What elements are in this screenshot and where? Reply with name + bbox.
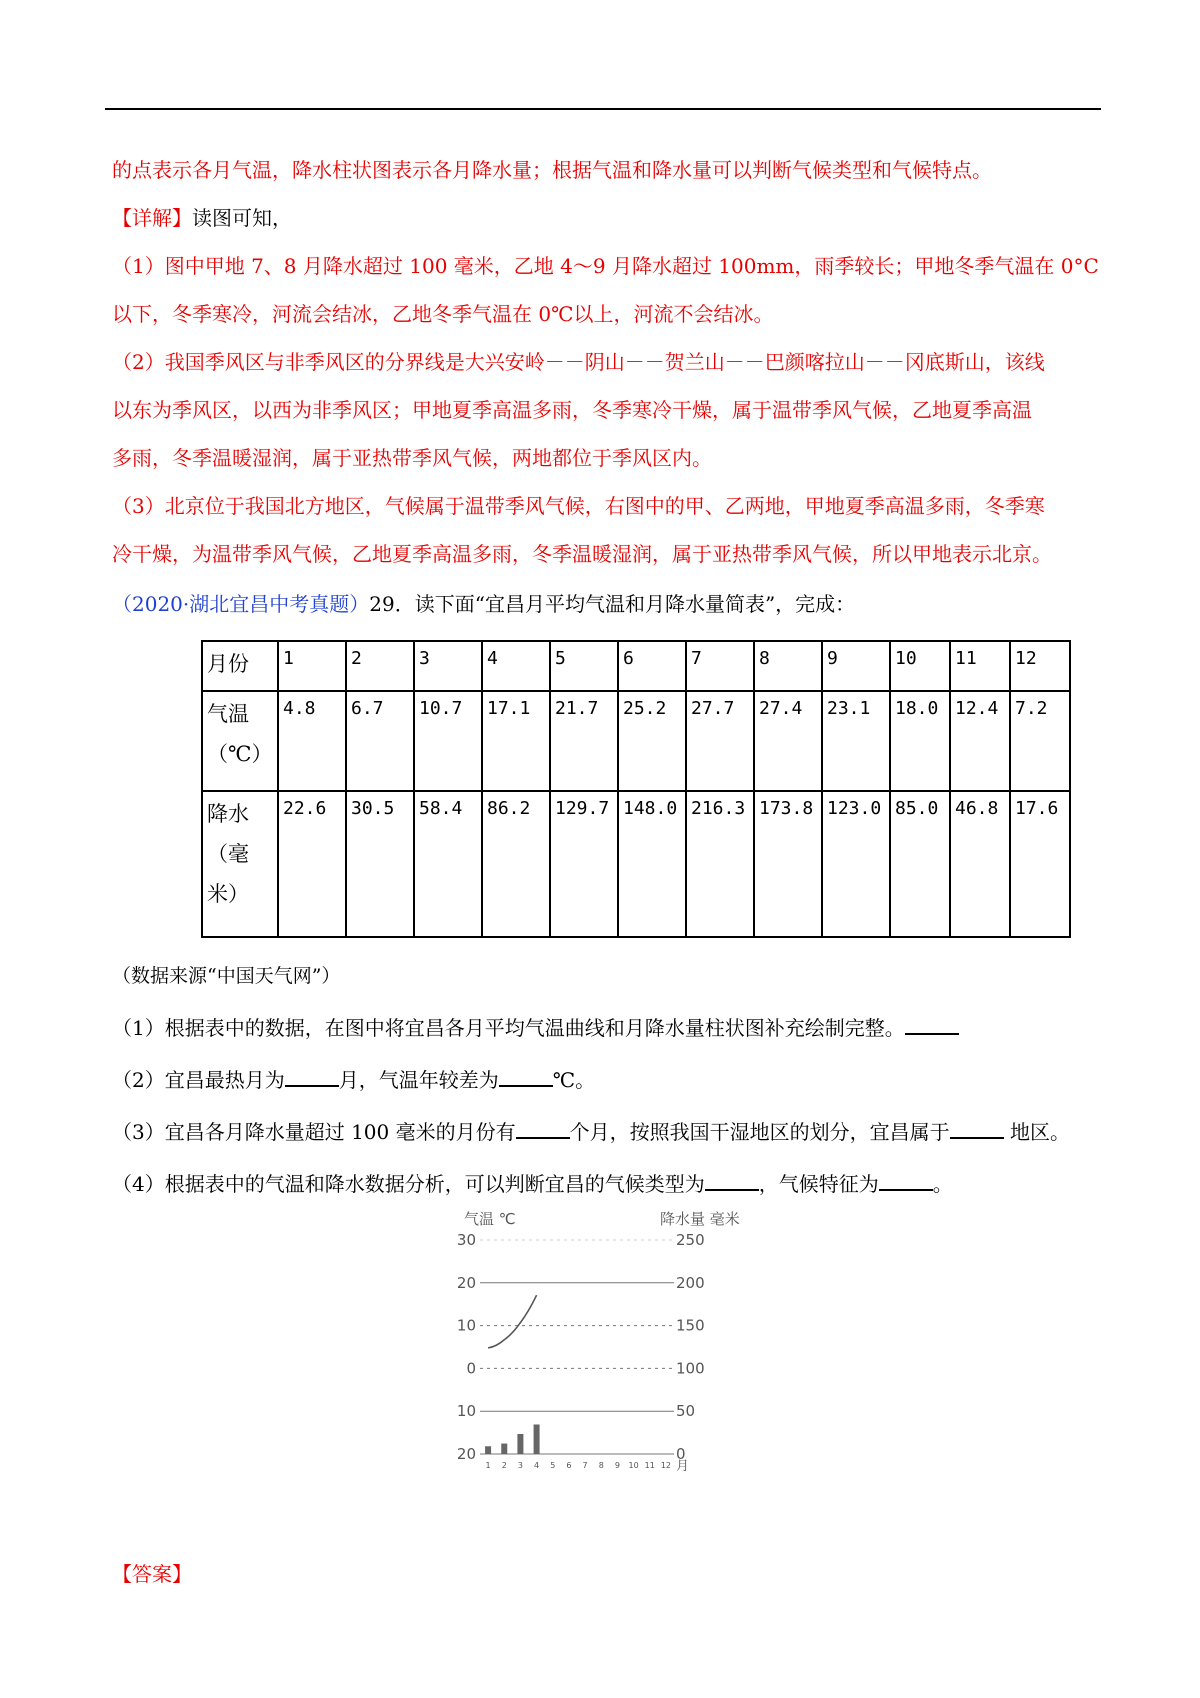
x-tick-label: 8: [598, 1461, 604, 1470]
climate-table: [201, 640, 1071, 938]
table-cell-temperature: 27.4: [754, 691, 822, 791]
q4-text-a: （4）根据表中的气温和降水数据分析，可以判断宜昌的气候类型为: [112, 1172, 705, 1196]
precipitation-bar: [485, 1446, 491, 1454]
data-source: （数据来源“中国天气网”）: [112, 965, 341, 987]
table-cell-temperature: 27.7: [686, 691, 754, 791]
x-axis-label: 月: [676, 1459, 690, 1474]
x-tick-label: 11: [644, 1461, 655, 1470]
table-row-months: [202, 641, 1070, 691]
table-row-temperature: [202, 691, 1070, 791]
question-text: 29．读下面“宜昌月平均气温和月降水量简表”，完成：: [369, 592, 856, 616]
table-cell-month: 3: [414, 641, 482, 691]
table-cell-precipitation: 86.2: [482, 791, 550, 937]
q3-text-c: 地区。: [1003, 1120, 1070, 1144]
x-tick-labels: [486, 1461, 671, 1470]
precipitation-bar: [534, 1424, 540, 1454]
precipitation-bar: [517, 1434, 523, 1454]
left-tick-label: 30: [456, 1231, 476, 1249]
left-tick-label: 20: [456, 1445, 476, 1463]
table-cell-temperature: 10.7: [414, 691, 482, 791]
x-tick-label: 9: [614, 1461, 620, 1470]
question-item-2: [112, 1066, 595, 1094]
table-cell-temperature: 4.8: [278, 691, 346, 791]
table-cell-month: 12: [1010, 641, 1070, 691]
q2-text-b: 月，气温年较差为: [338, 1068, 499, 1092]
answer-blank[interactable]: [285, 1067, 339, 1087]
table-cell-precipitation: 173.8: [754, 791, 822, 937]
table-cell-precipitation: 216.3: [686, 791, 754, 937]
temp-header-line2: （℃）: [207, 742, 273, 766]
q3-text-b: 个月，按照我国干湿地区的划分，宜昌属于: [569, 1120, 950, 1144]
detail-lead: 读图可知，: [192, 206, 292, 230]
answer-blank[interactable]: [950, 1119, 1004, 1139]
q2-text-c: ℃。: [552, 1068, 596, 1092]
table-cell-precipitation: 30.5: [346, 791, 414, 937]
question-item-1: [112, 1014, 959, 1042]
precip-header-line1: 降水: [207, 802, 249, 826]
x-tick-label: 2: [501, 1461, 507, 1470]
table-cell-precipitation: 123.0: [822, 791, 890, 937]
right-axis-label: 降水量 毫米: [660, 1210, 740, 1228]
right-tick-label: 250: [676, 1231, 705, 1249]
detail-p2-line1: （2）我国季风区与非季风区的分界线是大兴安岭－－阴山－－贺兰山－－巴颜喀拉山－－冈底斯山，该线: [112, 350, 1045, 374]
table-cell-temperature: 23.1: [822, 691, 890, 791]
table-cell-month: 5: [550, 641, 618, 691]
answer-blank[interactable]: [705, 1171, 759, 1191]
answer-blank[interactable]: [905, 1015, 959, 1035]
table-cell-month: 6: [618, 641, 686, 691]
table-cell-precipitation: 17.6: [1010, 791, 1070, 937]
table-cell-month: 9: [822, 641, 890, 691]
q3-text-a: （3）宜昌各月降水量超过 100 毫米的月份有: [112, 1120, 516, 1144]
table-cell-month: 10: [890, 641, 950, 691]
table-cell-precipitation: 46.8: [950, 791, 1010, 937]
table-cell-precipitation: 85.0: [890, 791, 950, 937]
detail-label: 【详解】: [112, 206, 192, 230]
answer-blank[interactable]: [499, 1067, 553, 1087]
right-tick-labels: [676, 1231, 705, 1463]
table-row-precipitation: [202, 791, 1070, 937]
table-cell-temperature: 18.0: [890, 691, 950, 791]
q4-text-b: ，气候特征为: [758, 1172, 879, 1196]
x-tick-label: 4: [534, 1461, 540, 1470]
detail-p3-line2: 冷干燥，为温带季风气候，乙地夏季高温多雨，冬季温暖湿润，属于亚热带季风气候，所以甲地表示北京。: [112, 542, 1052, 566]
answer-blank[interactable]: [879, 1171, 933, 1191]
table-cell-temperature: 12.4: [950, 691, 1010, 791]
grid-lines: [480, 1240, 674, 1454]
left-tick-label: 10: [456, 1316, 476, 1335]
left-tick-label: 20: [456, 1273, 476, 1292]
table-cell-temperature: 7.2: [1010, 691, 1070, 791]
x-tick-label: 7: [582, 1461, 588, 1470]
table-cell-month: 2: [346, 641, 414, 691]
right-tick-label: 50: [676, 1402, 696, 1421]
temperature-curve: [488, 1295, 536, 1348]
precip-header-line3: 米）: [207, 882, 249, 906]
left-axis-label: 气温 ℃: [464, 1210, 516, 1228]
detail-p1-line1: （1）图中甲地 7、8 月降水超过 100 毫米，乙地 4～9 月降水超过 100mm，雨季较长；甲地冬季气温在 0°C: [112, 254, 1099, 278]
table-cell-temperature: 17.1: [482, 691, 550, 791]
table-cell-precipitation: 22.6: [278, 791, 346, 937]
answer-blank[interactable]: [516, 1119, 570, 1139]
x-tick-label: 3: [517, 1461, 523, 1470]
answer-label: 【答案】: [112, 1562, 192, 1586]
detail-p3-line1: （3）北京位于我国北方地区，气候属于温带季风气候，右图中的甲、乙两地，甲地夏季高温多雨，冬季寒: [112, 494, 1045, 518]
question-line: [112, 590, 855, 618]
detail-p1-line2: 以下，冬季寒冷，河流会结冰，乙地冬季气温在 0℃以上，河流不会结冰。: [112, 302, 774, 326]
right-tick-label: 150: [676, 1316, 705, 1335]
detail-heading: [112, 204, 292, 232]
x-tick-label: 1: [485, 1461, 491, 1470]
table-cell-temperature: 21.7: [550, 691, 618, 791]
table-cell-month: 11: [950, 641, 1010, 691]
header-rule: [105, 108, 1101, 110]
table-cell-month: 7: [686, 641, 754, 691]
q4-text-c: 。: [932, 1172, 953, 1196]
precipitation-bar: [501, 1444, 507, 1454]
table-cell-precipitation: 148.0: [618, 791, 686, 937]
right-tick-label: 100: [676, 1359, 705, 1378]
x-tick-label: 12: [660, 1461, 672, 1470]
table-cell-month: 8: [754, 641, 822, 691]
detail-p2-line3: 多雨，冬季温暖湿润，属于亚热带季风气候，两地都位于季风区内。: [112, 446, 712, 470]
detail-p2-line2: 以东为季风区，以西为非季风区；甲地夏季高温多雨，冬季寒冷干燥，属于温带季风气候，乙地夏季高温: [112, 398, 1032, 422]
table-cell-month: 1: [278, 641, 346, 691]
q1-text: （1）根据表中的数据，在图中将宜昌各月平均气温曲线和月降水量柱状图补充绘制完整。: [112, 1016, 905, 1040]
question-item-4: [112, 1170, 953, 1198]
left-tick-label: 10: [456, 1402, 476, 1421]
question-source: （2020·湖北宜昌中考真题）: [112, 592, 370, 616]
right-tick-label: 0: [676, 1445, 686, 1463]
q2-text-a: （2）宜昌最热月为: [112, 1068, 285, 1092]
table-cell-temperature: 25.2: [618, 691, 686, 791]
temp-header-line1: 气温: [207, 702, 249, 726]
right-tick-label: 200: [676, 1273, 705, 1292]
table-cell-precipitation: 129.7: [550, 791, 618, 937]
table-header-precipitation: [202, 791, 278, 937]
precipitation-bars: [485, 1424, 539, 1454]
climate-chart: [452, 1204, 772, 1504]
intro-line: 的点表示各月气温，降水柱状图表示各月降水量；根据气温和降水量可以判断气候类型和气候特点。: [112, 158, 992, 182]
table-cell-month: 4: [482, 641, 550, 691]
x-tick-label: 6: [566, 1461, 572, 1470]
left-tick-labels: [457, 1231, 476, 1463]
table-header-month: 月份: [202, 641, 278, 691]
table-header-temperature: [202, 691, 278, 791]
x-tick-label: 5: [550, 1461, 556, 1470]
table-cell-precipitation: 58.4: [414, 791, 482, 937]
table-cell-temperature: 6.7: [346, 691, 414, 791]
question-item-3: [112, 1118, 1070, 1146]
left-tick-label: 0: [466, 1359, 476, 1378]
precip-header-line2: （毫: [207, 842, 249, 866]
x-tick-label: 10: [628, 1461, 639, 1470]
